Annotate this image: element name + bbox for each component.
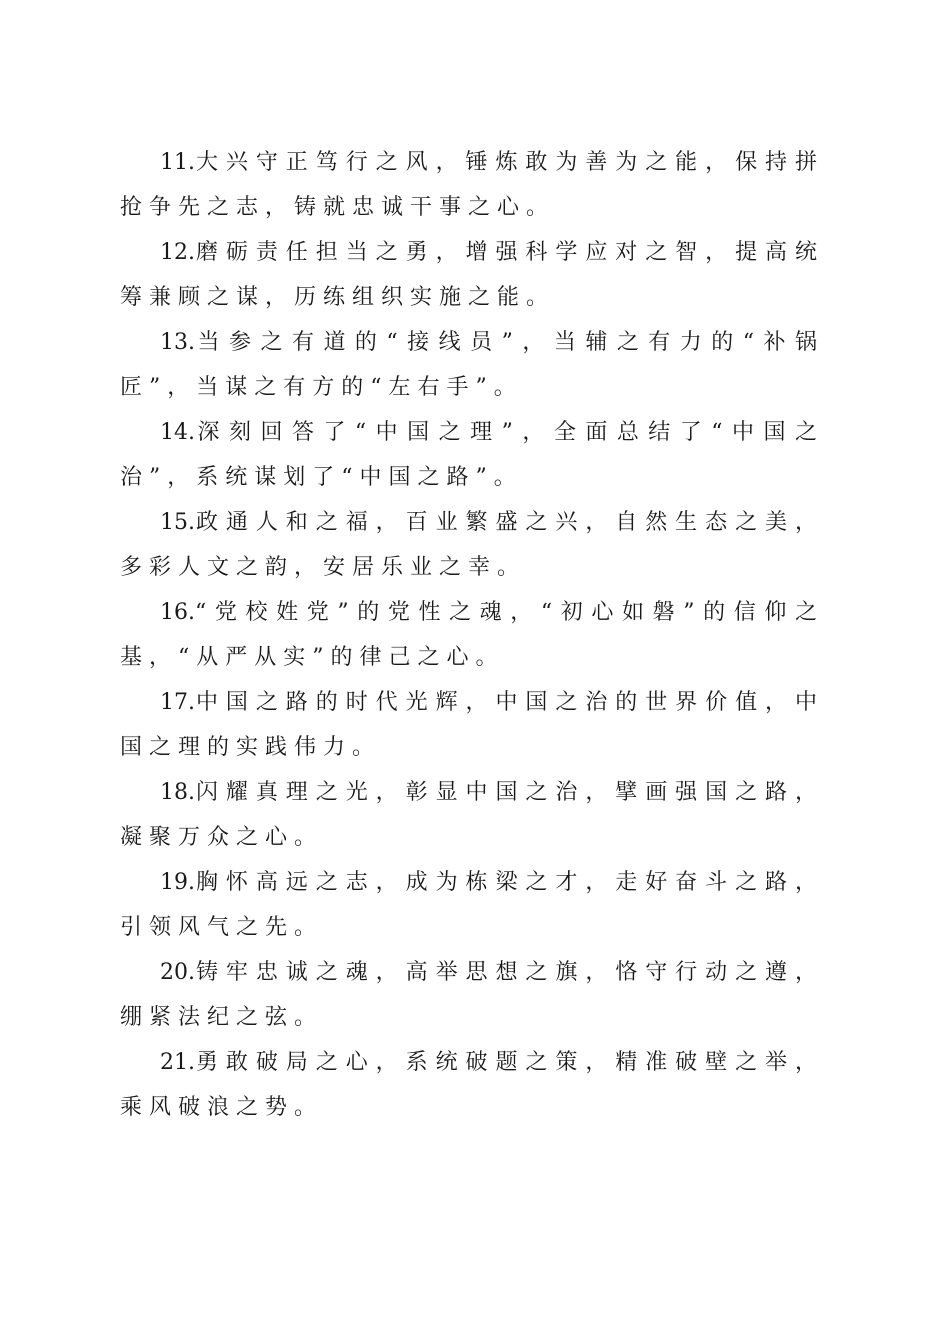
item-text: 大兴守正笃行之风，锤炼敢为善为之能，保持拼抢争先之志，铸就忠诚干事之心。: [120, 150, 824, 220]
list-item-15: [120, 500, 824, 590]
item-number: 12.: [160, 240, 195, 265]
item-number: 14.: [160, 420, 195, 445]
item-text: 当参之有道的“接线员”，当辅之有力的“补锅匠”，当谋之有方的“左右手”。: [120, 330, 824, 400]
item-text: 胸怀高远之志，成为栋梁之才，走好奋斗之路，引领风气之先。: [120, 870, 824, 940]
item-text: 闪耀真理之光，彰显中国之治，擘画强国之路，凝聚万众之心。: [120, 780, 824, 850]
item-number: 21.: [160, 1050, 195, 1075]
list-item-11: [120, 140, 824, 230]
item-number: 20.: [160, 960, 195, 985]
item-text: “党校姓党”的党性之魂，“初心如磐”的信仰之基，“从严从实”的律己之心。: [120, 600, 824, 670]
list-item-20: [120, 950, 824, 1040]
item-text: 磨砺责任担当之勇，增强科学应对之智，提高统筹兼顾之谋，历练组织实施之能。: [120, 240, 824, 310]
item-text: 勇敢破局之心，系统破题之策，精准破壁之举，乘风破浪之势。: [120, 1050, 824, 1120]
item-number: 15.: [160, 510, 195, 535]
document-page: [120, 140, 824, 1130]
item-text: 铸牢忠诚之魂，高举思想之旗，恪守行动之遵，绷紧法纪之弦。: [120, 960, 824, 1030]
item-text: 中国之路的时代光辉，中国之治的世界价值，中国之理的实践伟力。: [120, 690, 824, 760]
list-item-17: [120, 680, 824, 770]
item-number: 17.: [160, 690, 195, 715]
list-item-18: [120, 770, 824, 860]
item-text: 政通人和之福，百业繁盛之兴，自然生态之美，多彩人文之韵，安居乐业之幸。: [120, 510, 824, 580]
item-number: 18.: [160, 780, 195, 805]
item-number: 19.: [160, 870, 195, 895]
list-item-13: [120, 320, 824, 410]
list-item-21: [120, 1040, 824, 1130]
item-number: 16.: [160, 600, 195, 625]
list-item-14: [120, 410, 824, 500]
item-number: 11.: [160, 150, 195, 175]
item-number: 13.: [160, 330, 195, 355]
list-item-12: [120, 230, 824, 320]
item-text: 深刻回答了“中国之理”，全面总结了“中国之治”，系统谋划了“中国之路”。: [120, 420, 824, 490]
list-item-16: [120, 590, 824, 680]
list-item-19: [120, 860, 824, 950]
